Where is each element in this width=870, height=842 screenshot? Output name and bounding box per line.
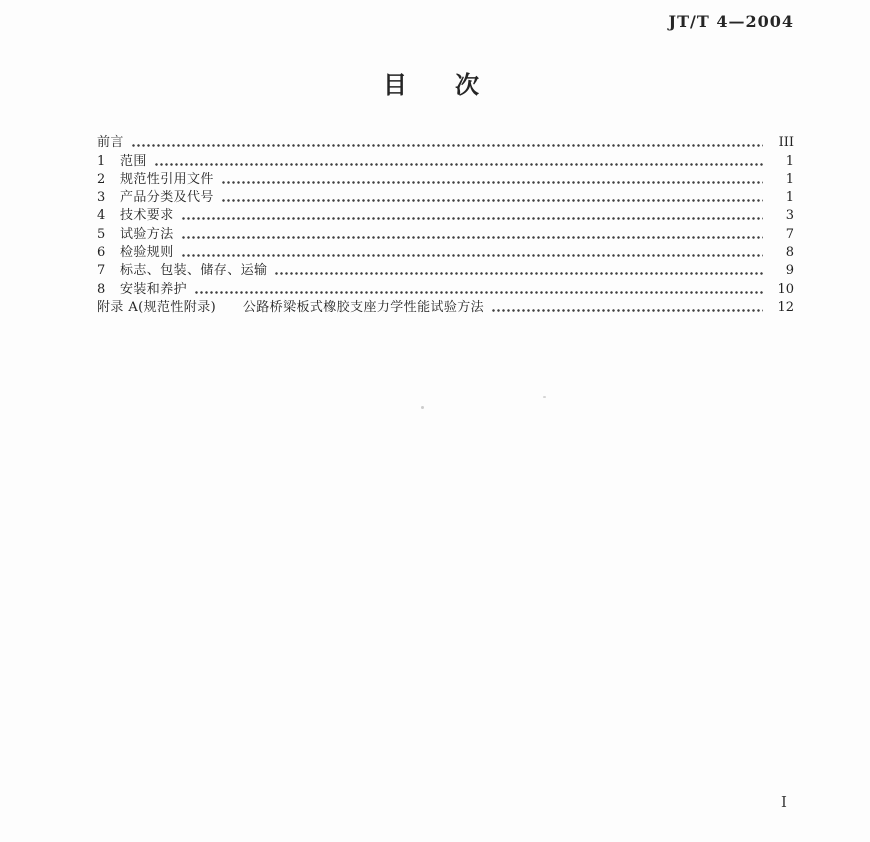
toc-entry-page: 1: [785, 171, 794, 187]
toc-entry-1: [97, 151, 794, 169]
page-title: 目 次: [383, 70, 479, 99]
toc-entry-label: 前言: [97, 135, 124, 151]
leader-dots: [181, 236, 763, 239]
toc-entry-number: 5: [97, 226, 106, 242]
leader-dots: [154, 163, 763, 166]
leader-dots: [131, 144, 763, 147]
toc-entry-7: [97, 261, 794, 279]
toc-entry-number: 7: [97, 263, 106, 279]
toc-entry-page: 9: [785, 263, 794, 279]
toc-entry-8: [97, 279, 794, 297]
toc-entry-label: 规范性引用文件: [120, 171, 214, 187]
leader-dots: [274, 272, 763, 275]
toc-entry-page: 8: [785, 245, 794, 261]
leader-dots: [491, 309, 763, 312]
toc-entry-3: [97, 188, 794, 206]
scan-speck: [543, 396, 546, 398]
footer-page-number: I: [781, 793, 787, 811]
toc-entry-page: 1: [785, 153, 794, 169]
toc-entry-page: 10: [777, 281, 794, 297]
leader-dots: [181, 254, 763, 257]
toc-entry-page: III: [778, 135, 794, 151]
toc-entry-page: 12: [777, 299, 794, 315]
toc-entry-label: 附录 A(规范性附录) 公路桥梁板式橡胶支座力学性能试验方法: [97, 299, 485, 315]
toc-entry-page: 7: [785, 226, 794, 242]
toc-entry-label: 产品分类及代号: [120, 190, 214, 206]
toc-entry-number: 1: [97, 153, 106, 169]
toc-entry-number: 8: [97, 281, 106, 297]
leader-dots: [221, 181, 763, 184]
scan-speck: [421, 406, 424, 409]
toc-entry-label: 安装和养护: [120, 281, 188, 297]
toc-entry-label: 标志、包装、储存、运输: [120, 263, 268, 279]
toc-entry-label: 技术要求: [120, 208, 174, 224]
toc-entry-number: 4: [97, 208, 106, 224]
toc-entry-2: [97, 170, 794, 188]
toc-entry-number: 3: [97, 190, 106, 206]
toc-entry-label: 范围: [120, 153, 147, 169]
toc-entry-foreword: [97, 133, 794, 151]
toc-entry-number: 6: [97, 245, 106, 261]
leader-dots: [194, 291, 763, 294]
toc-entry-5: [97, 224, 794, 242]
toc-entry-label: 检验规则: [120, 245, 174, 261]
leader-dots: [181, 217, 763, 220]
toc-entry-appendix-a: [97, 298, 794, 316]
table-of-contents: [97, 133, 794, 316]
doc-number: JT/T 4—2004: [668, 12, 794, 31]
toc-entry-6: [97, 243, 794, 261]
toc-entry-number: 2: [97, 171, 106, 187]
leader-dots: [221, 199, 763, 202]
toc-entry-label: 试验方法: [120, 226, 174, 242]
toc-entry-page: 1: [785, 190, 794, 206]
toc-entry-4: [97, 206, 794, 224]
toc-entry-page: 3: [785, 208, 794, 224]
